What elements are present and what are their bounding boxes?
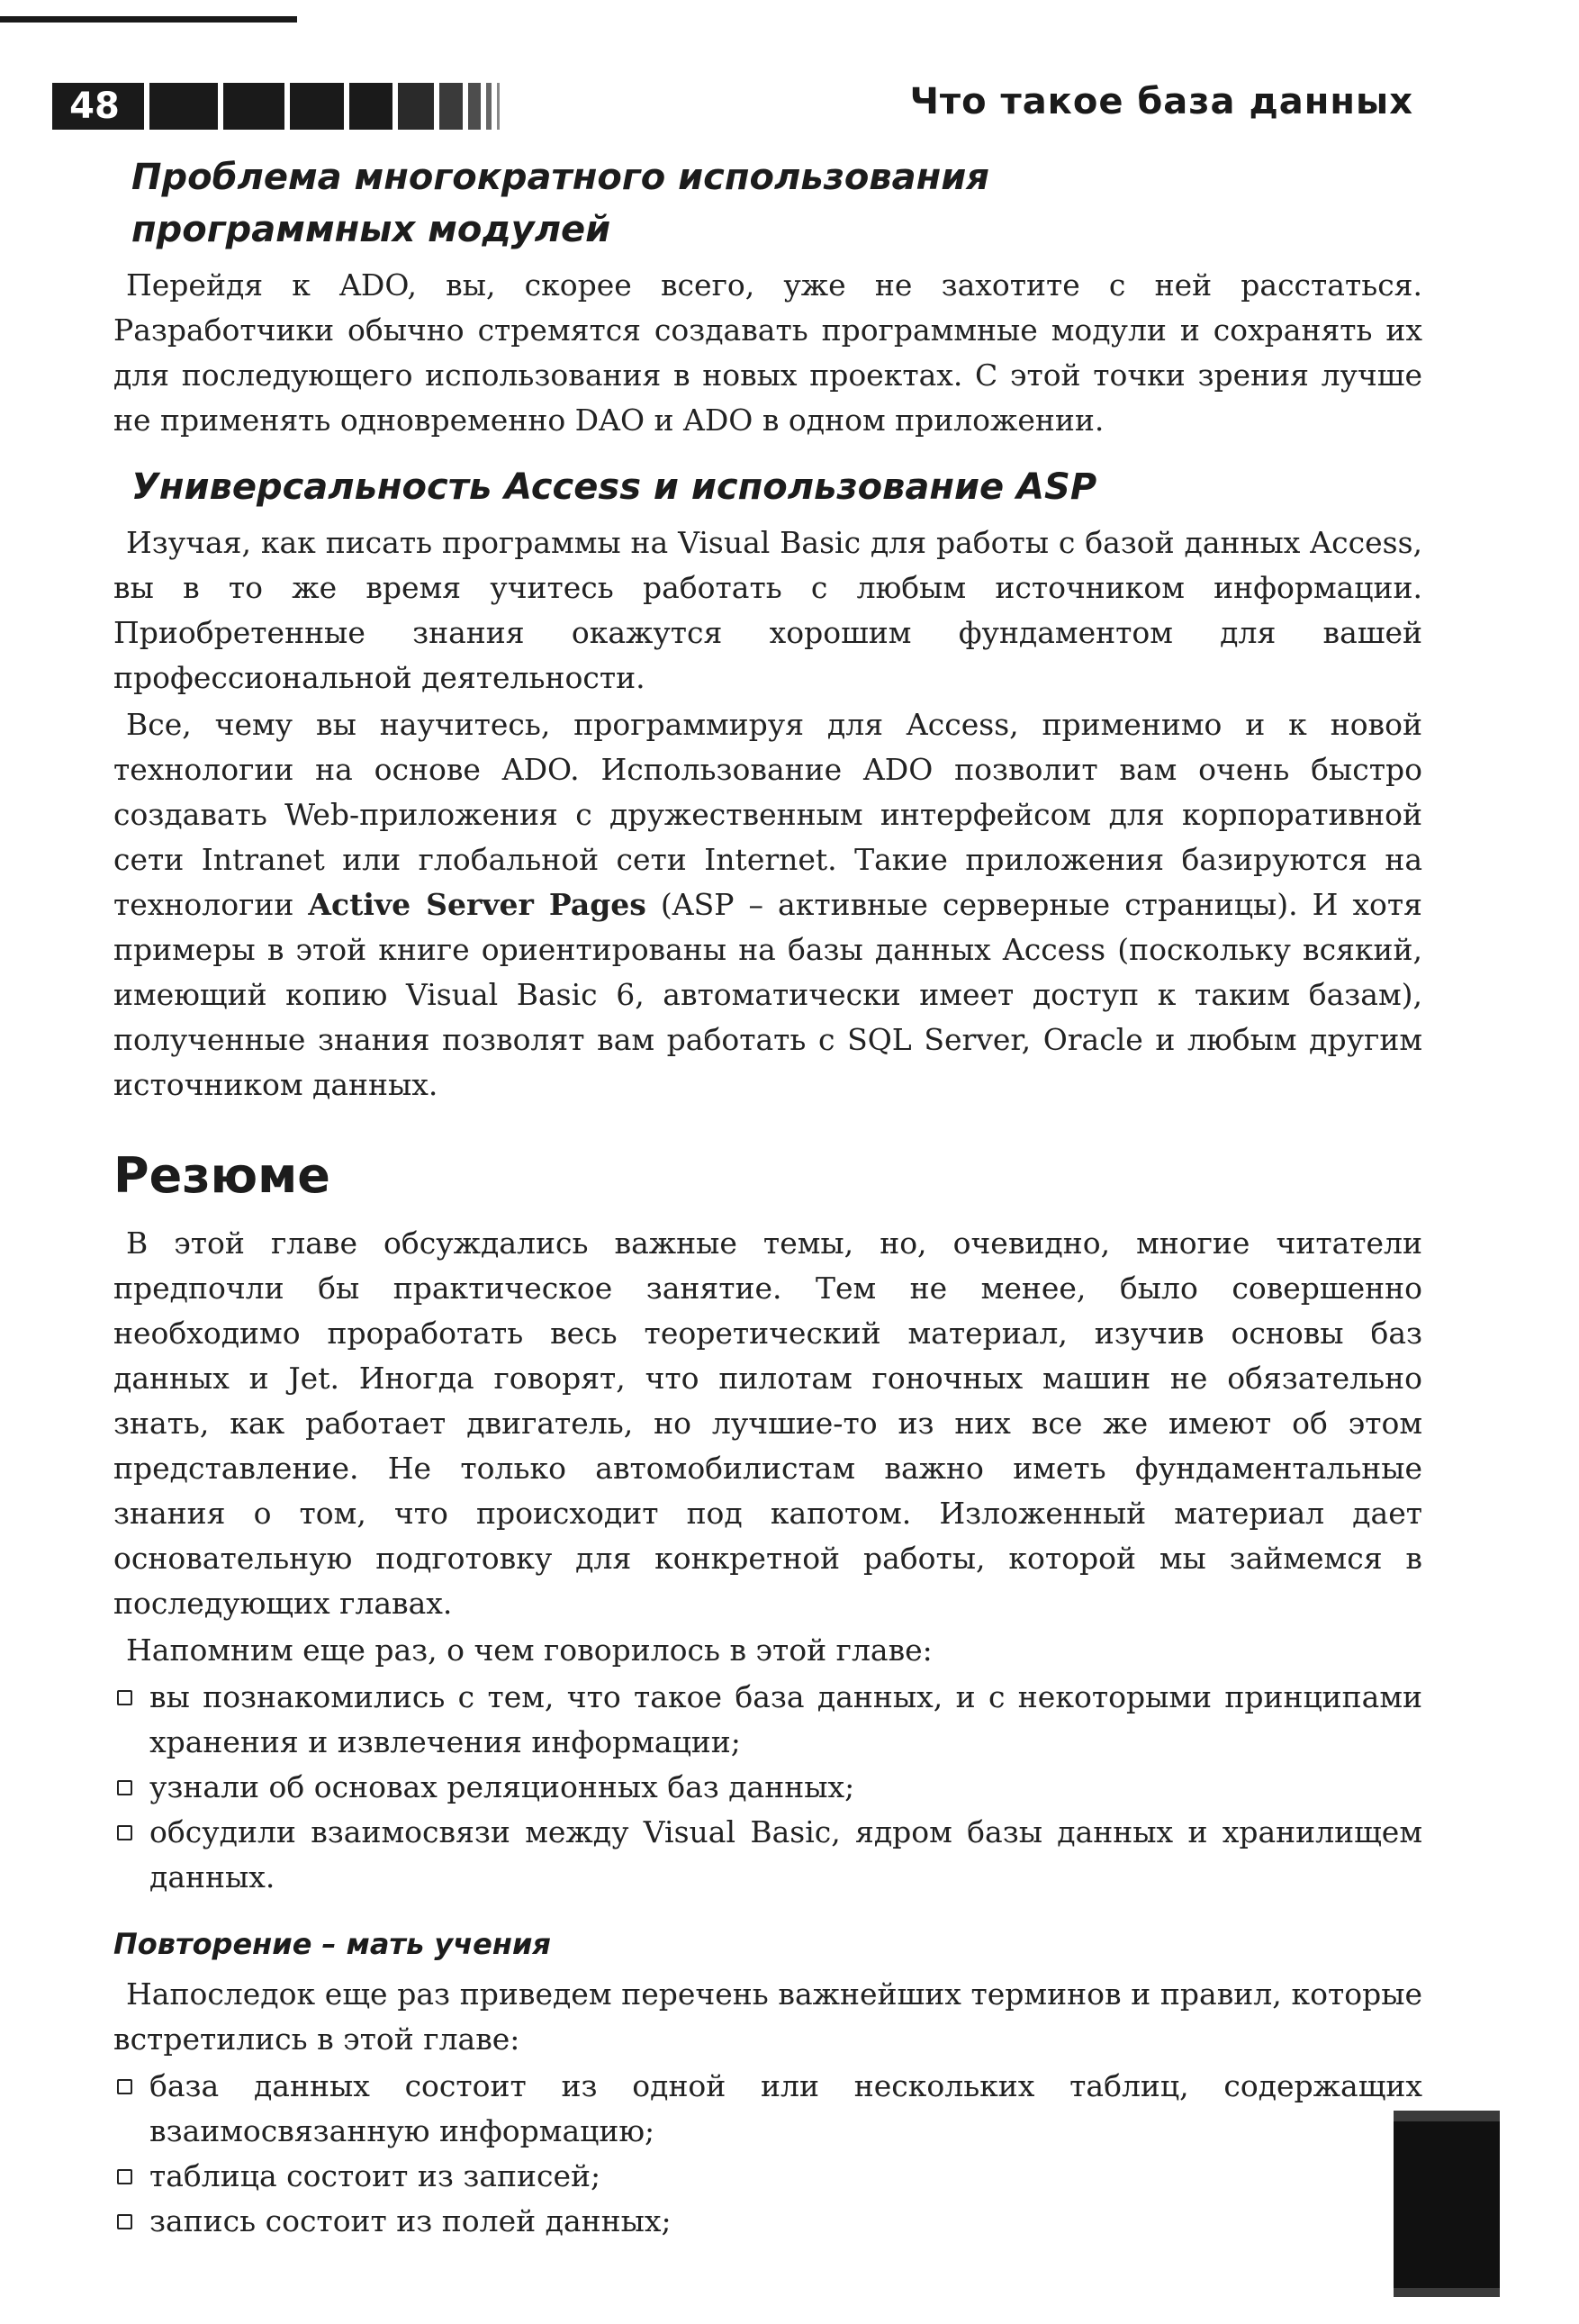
summary-bullet-list (113, 1675, 1422, 1900)
heading-line-2: программных модулей (131, 209, 611, 250)
header-decor-block (398, 83, 434, 130)
paragraph: В этой главе обсуждались важные темы, но, очевидно, многие читатели предпочли бы практическое занятие. Тем не менее, было совершенно необходимо проработать весь теоретический материал, изучив основы баз данных и Jet. Иногда говорят, что пилотам гоночных машин не обязательно знать, как работает двигатель, но лучшие-то из них все же имеют об этом представление. Не только автомобилистам важно иметь фундаментальные знания о том, что происходит под капотом. Изложенный материал дает основательную подготовку для конкретной работы, которой мы займемся в последующих главах. (113, 1225, 1422, 1621)
list-item-text: обсудили взаимосвязи между Visual Basic, ядром базы данных и хранилищем данных. (149, 1814, 1422, 1894)
header-decor-block (290, 83, 344, 130)
list-item-text: база данных состоит из одной или нескольких таблиц, содержащих взаимосвязанную информацию; (149, 2068, 1422, 2148)
list-item (113, 1675, 1422, 1765)
paragraph-text: (ASP – активные серверные страницы). И хотя примеры в этой книге ориентированы на базы данных Access (поскольку всякий, имеющий копию Visual Basic 6, автоматически имеет доступ к таким базам), полученные знания позволят вам работать с SQL Server, Oracle и любым другим источником данных. (113, 887, 1423, 1102)
list-item-text: вы познакомились с тем, что такое база данных, и с некоторыми принципами хранения и извлечения информации; (149, 1679, 1422, 1759)
paragraph: Перейдя к ADO, вы, скорее всего, уже не захотите с ней расстаться. Разработчики обычно стремятся создавать программные модули и сохранять их для последующего использования в новых проектах. С этой точки зрения лучше не применять одновременно DAO и ADO в одном приложении. (113, 267, 1422, 438)
checkbox-bullet-icon (117, 1690, 132, 1705)
paragraph: Напоследок еще раз приведем перечень важнейших терминов и правил, которые встретились в этой главе: (113, 1976, 1422, 2057)
paragraph-text: Все, чему вы научитесь, программируя для Access, применимо и к новой технологии на основе ADO. Использование ADO позволит вам очень быстро создавать Web-приложения с дружественным интерфейсом для корпоративной сети Intranet или глобальной сети Internet. Такие приложения базируются на технологии (113, 707, 1422, 922)
header-decor-block (468, 83, 481, 130)
bold-term-asp: Active Server Pages (308, 887, 646, 922)
list-item-text: таблица состоит из записей; (149, 2158, 601, 2193)
checkbox-bullet-icon (117, 2214, 132, 2229)
page-header-bar (52, 83, 500, 130)
paragraph: Напомним еще раз, о чем говорилось в этой главе: (126, 1632, 933, 1668)
section-heading-module-reuse (131, 151, 1422, 256)
list-item (113, 2064, 1422, 2154)
header-decor-block (497, 83, 500, 130)
running-title: Что такое база данных (909, 81, 1413, 122)
checkbox-bullet-icon (117, 1780, 132, 1795)
review-bullet-list (113, 2064, 1422, 2244)
checkbox-bullet-icon (117, 2079, 132, 2094)
subheading-review: Повторение – мать учения (113, 1927, 551, 1961)
list-item (113, 2154, 1422, 2199)
header-decor-block (149, 83, 218, 130)
heading-line-1: Проблема многократного использования (131, 157, 989, 198)
page-number (52, 83, 144, 130)
header-decor-block (439, 83, 463, 130)
section-heading-access-asp: Универсальность Access и использование ASP (131, 466, 1097, 508)
list-item (113, 1765, 1422, 1810)
list-item-text: узнали об основах реляционных баз данных; (149, 1769, 855, 1804)
page-number-text: 48 (69, 86, 120, 127)
section-title-summary: Резюме (113, 1147, 330, 1204)
top-edge-rule (0, 16, 297, 23)
list-item (113, 1810, 1422, 1900)
checkbox-bullet-icon (117, 1825, 132, 1840)
header-decor-block (349, 83, 392, 130)
paragraph-asp (113, 702, 1422, 1108)
list-item (113, 2199, 1422, 2244)
paragraph: Изучая, как писать программы на Visual Basic для работы с базой данных Access, вы в то же время учитесь работать с любым источником информации. Приобретенные знания окажутся хорошим фундаментом для вашей профессиональной деятельности. (113, 525, 1422, 695)
checkbox-bullet-icon (117, 2169, 132, 2184)
page-content (113, 151, 1422, 2244)
page-edge-thumb-tab (1394, 2111, 1500, 2297)
list-item-text: запись состоит из полей данных; (149, 2203, 672, 2238)
header-decor-block (223, 83, 284, 130)
header-decor-block (486, 83, 492, 130)
